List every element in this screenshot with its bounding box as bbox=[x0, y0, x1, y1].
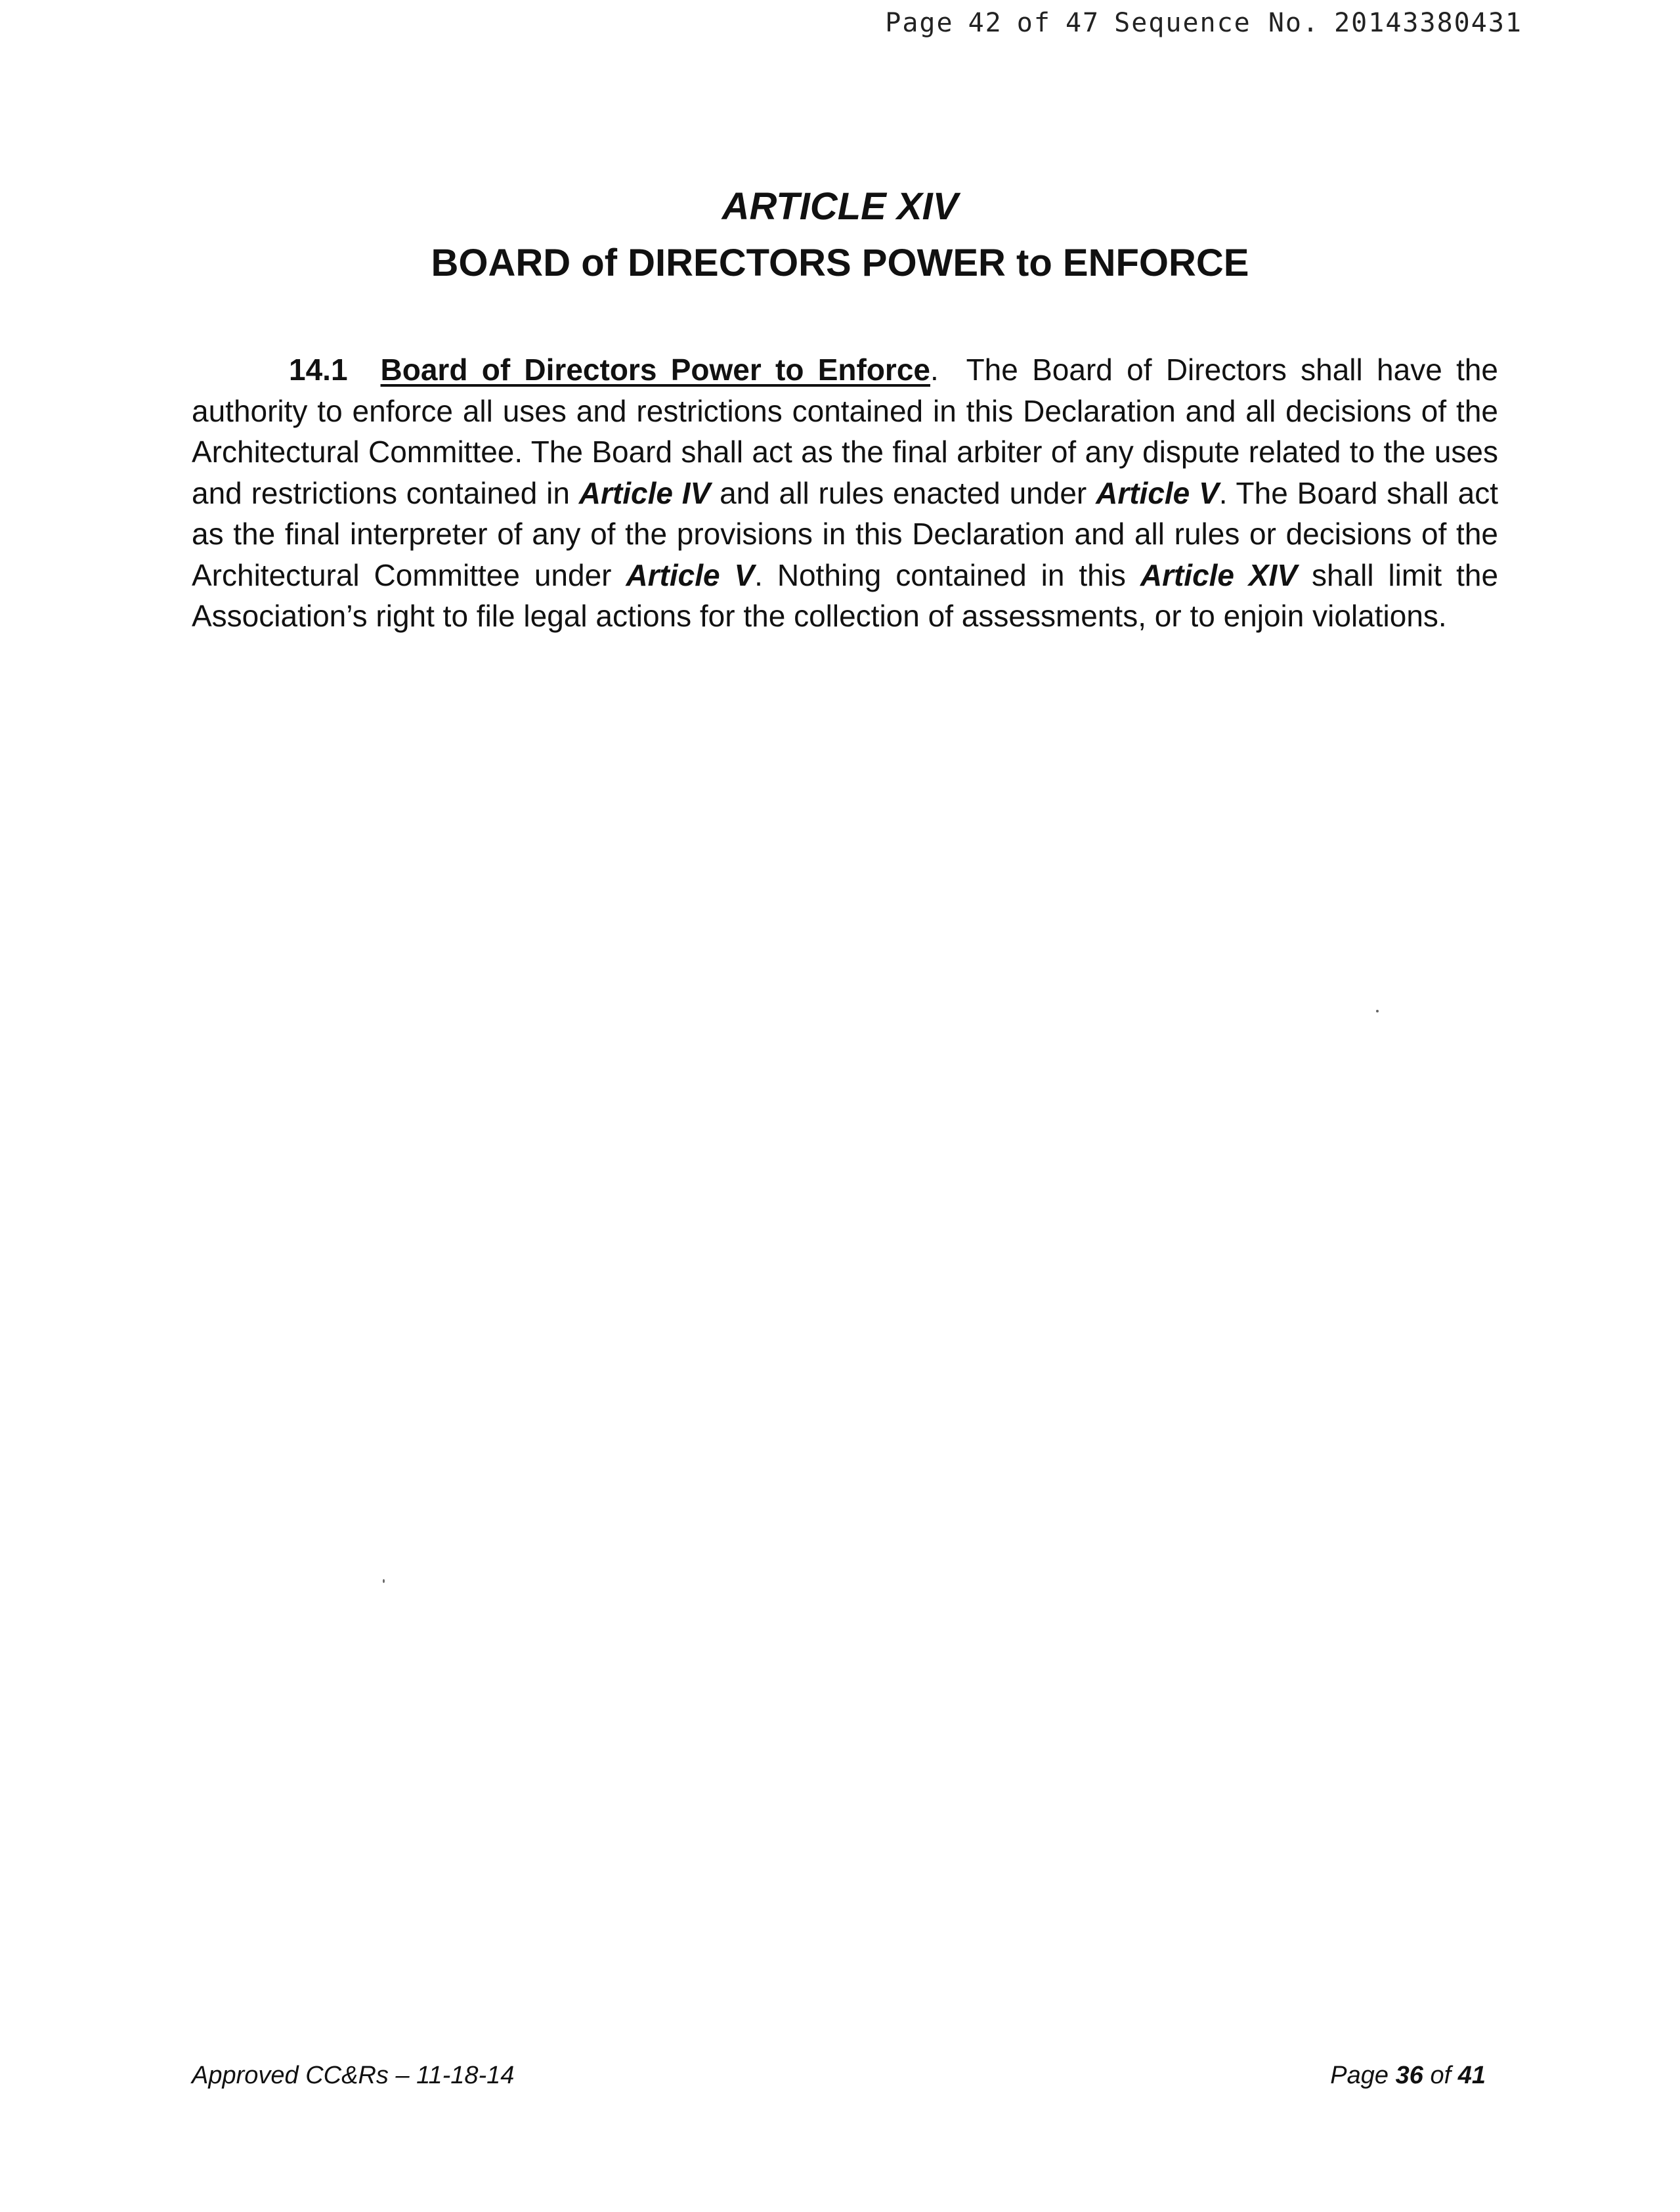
section-text-2: and all rules enacted under bbox=[720, 475, 1087, 510]
footer-page-number bbox=[1330, 2062, 1486, 2090]
footer-document-label: Approved CC&Rs – 11-18-14 bbox=[192, 2062, 515, 2089]
article-heading bbox=[0, 179, 1680, 292]
section-text-1: The Board of Directors shall have the authority to enforce all uses and restrictions contained in this Declaration and all decisions of the Architectural Committee. The Board shall act as the final arbiter of any dispute related to the uses and restrictions contained in bbox=[192, 353, 1499, 510]
stamp-page-number: 42 bbox=[968, 8, 1002, 38]
reference-article-iv: Article IV bbox=[578, 475, 711, 510]
article-title: BOARD of DIRECTORS POWER to ENFORCE bbox=[431, 242, 1249, 284]
scan-speck bbox=[1376, 1010, 1379, 1012]
reference-article-xiv: Article XIV bbox=[1140, 557, 1298, 592]
stamp-page-total: 47 bbox=[1065, 8, 1100, 38]
stamp-of-label: of bbox=[1016, 8, 1051, 38]
article-number: ARTICLE XIV bbox=[722, 185, 958, 228]
reference-article-v-2: Article V bbox=[626, 557, 755, 592]
section-text-4: . Nothing contained in this bbox=[754, 557, 1126, 592]
section-text-5: shall limit the Association’s right to file legal actions for the collection of assessments, or to enjoin violations. bbox=[192, 557, 1499, 633]
section-text-3: . The Board shall act as the final interpreter of any of the provisions in this Declaration and all rules or decisions of the Architectural Committee under bbox=[192, 475, 1499, 592]
stamp-page-label: Page bbox=[885, 8, 954, 38]
scan-speck bbox=[383, 1579, 385, 1583]
stamp-sequence-number: 20143380431 bbox=[1334, 8, 1522, 38]
section-title: Board of Directors Power to Enforce bbox=[380, 353, 931, 387]
footer-page-current: 36 bbox=[1395, 2062, 1423, 2089]
footer-page-label: Page bbox=[1330, 2062, 1389, 2089]
section-title-end: . bbox=[930, 353, 939, 387]
header-stamp bbox=[885, 8, 1522, 38]
section-number: 14.1 bbox=[289, 353, 348, 387]
footer-page-total: 41 bbox=[1457, 2062, 1486, 2089]
footer-of-label: of bbox=[1430, 2062, 1452, 2089]
stamp-sequence-label: Sequence No. bbox=[1114, 8, 1320, 38]
section-paragraph bbox=[192, 349, 1498, 637]
reference-article-v-1: Article V bbox=[1096, 475, 1219, 510]
